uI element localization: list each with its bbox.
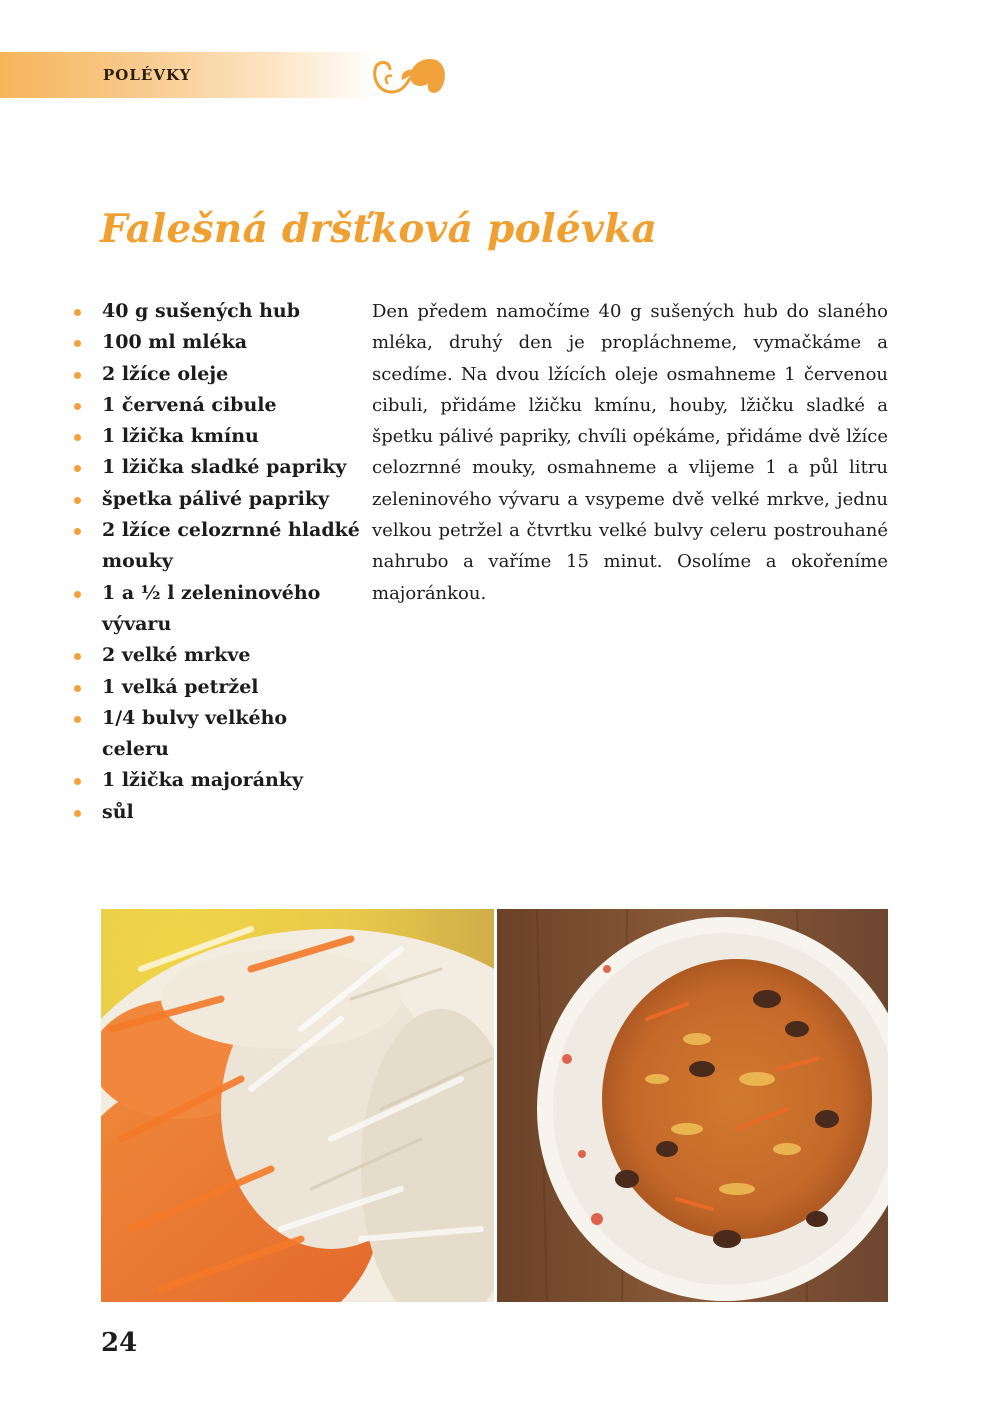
ingredient-item [70, 515, 360, 578]
ingredient-list [70, 296, 360, 828]
bullet-icon [74, 653, 81, 660]
bullet-icon [74, 434, 81, 441]
ingredient-text: sůl [102, 800, 134, 823]
ingredient-text: 1 lžička sladké papriky [102, 456, 347, 479]
bullet-icon [74, 309, 81, 316]
bullet-icon [74, 528, 81, 535]
ingredient-text: špetka pálivé papriky [102, 487, 330, 510]
soup-bowl-image [497, 909, 888, 1302]
ingredient-item [70, 797, 360, 828]
ingredient-item [70, 703, 360, 766]
soup-photo [497, 909, 888, 1302]
bullet-icon [74, 340, 81, 347]
bullet-icon [74, 591, 81, 598]
ingredient-text: 1/4 bulvy velkého celeru [102, 706, 288, 761]
ingredient-item [70, 359, 360, 390]
ingredient-item [70, 296, 360, 327]
ingredient-item [70, 421, 360, 452]
bullet-icon [74, 465, 81, 472]
page-number: 24 [101, 1328, 138, 1358]
ingredient-text: 2 velké mrkve [102, 644, 251, 667]
ingredient-item [70, 484, 360, 515]
ingredient-text: 2 lžíce celozrnné hladké mouky [102, 519, 360, 573]
grated-vegetables-photo [101, 909, 494, 1302]
bullet-icon [74, 778, 81, 785]
leaf-ornament-icon [370, 52, 448, 100]
ingredient-text: 1 červená cibule [102, 393, 277, 416]
ingredient-text: 2 lžíce oleje [102, 362, 229, 385]
ingredient-item [70, 765, 360, 796]
ingredient-text: 1 a ½ l zeleninového vývaru [102, 581, 321, 635]
bullet-icon [74, 403, 81, 410]
ingredient-item [70, 672, 360, 703]
ingredient-item [70, 327, 360, 358]
section-label: POLÉVKY [103, 66, 192, 84]
ingredient-item [70, 578, 360, 641]
ingredient-text: 1 lžička kmínu [102, 425, 259, 448]
grated-vegetables-image [101, 909, 494, 1302]
ingredient-text: 1 lžička majoránky [102, 769, 304, 792]
ingredient-item [70, 640, 360, 671]
bullet-icon [74, 685, 81, 692]
bullet-icon [74, 716, 81, 723]
ingredient-text: 1 velká petržel [102, 675, 259, 698]
bullet-icon [74, 372, 81, 379]
ingredient-text: 100 ml mléka [102, 331, 248, 354]
bullet-icon [74, 810, 81, 817]
ingredient-item [70, 452, 360, 483]
ingredient-text: 40 g sušených hub [102, 300, 301, 322]
recipe-title: Falešná dršťková polévka [100, 206, 658, 252]
method-text: Den předem namočíme 40 g sušených hub do slaného mléka, druhý den je propláchneme, vymačkáme a scedíme. Na dvou lžících oleje osmahneme 1 červenou cibuli, přidáme lžičku kmínu, houby, lžičku sladké a špetku pálivé papriky, chvíli opékáme, přidáme dvě lžíce celozrnné mouky, osmahneme a vlijeme 1 a půl litru zeleninového vývaru a vsypeme dvě velké mrkve, jednu velkou petržel a čtvrtku velké bulvy celeru postrouhané nahrubo a vaříme 15 minut. Osolíme a okořeníme majoránkou. [372, 301, 888, 604]
bullet-icon [74, 497, 81, 504]
ingredient-item [70, 390, 360, 421]
